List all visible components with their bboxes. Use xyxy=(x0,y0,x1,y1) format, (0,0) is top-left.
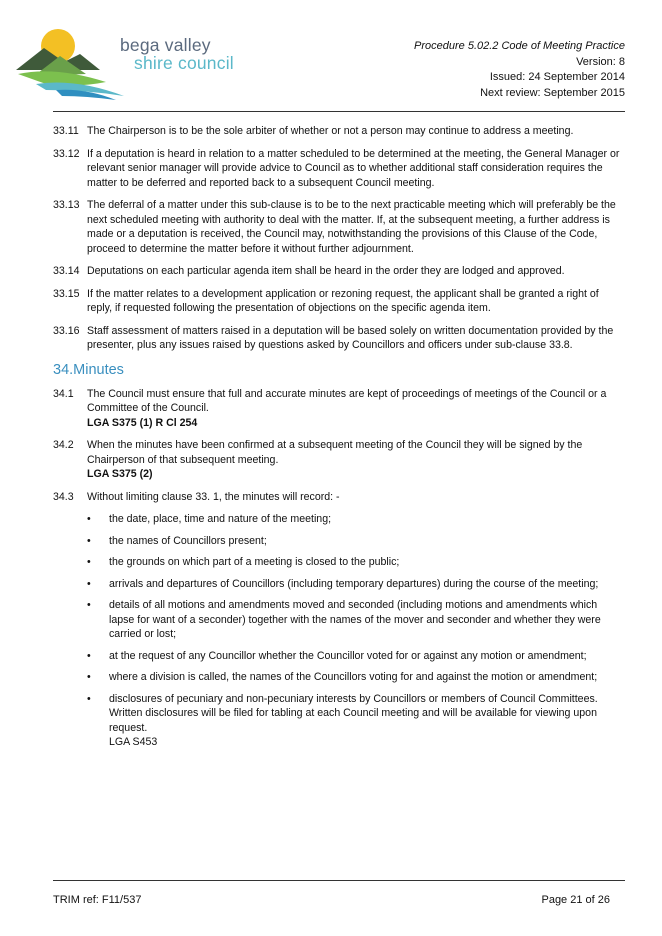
clause-number: 34.1 xyxy=(53,387,74,400)
list-item-text: where a division is called, the names of the Councillors voting for and against the motion or amendment; xyxy=(109,671,598,683)
list-item-text: disclosures of pecuniary and non-pecuniary interests by Councillors or members of Council Committees. Written disclosures will be filed for tabling at each Council meeting and will be available for viewing upon request. xyxy=(109,692,598,734)
list-item xyxy=(87,598,625,642)
list-item xyxy=(87,534,625,549)
list-item xyxy=(87,555,625,570)
clause-34-3 xyxy=(53,490,625,505)
clause-text: Staff assessment of matters raised in a deputation will be based solely on written documentation provided by the presenter, plus any issues raised by questions asked by Councillors and officers under sub-clause 33.8. xyxy=(87,324,614,351)
bullet-icon: • xyxy=(87,577,91,590)
clause-text: The deferral of a matter under this sub-clause is to be to the next practicable meeting which will preferably be the next scheduled meeting with authority to deal with the matter. If, at the subsequent meeting, a further address is made or a deputation is received, the Council may, notwithstanding the provisions of this Clause of the Code, proceed to determine the matter before it without further adjournment. xyxy=(87,199,616,255)
trim-reference: TRIM ref: F11/537 xyxy=(53,894,142,906)
clause-33-12 xyxy=(53,147,625,191)
list-item xyxy=(87,649,625,664)
clause-text: If the matter relates to a development application or rezoning request, the applicant shall be granted a right of reply, if requested following the presentation of objections on the specific agenda item. xyxy=(87,287,599,314)
clause-33-11 xyxy=(53,124,625,139)
minutes-record-list xyxy=(53,512,625,750)
page-header xyxy=(0,0,662,110)
clause-text: The Council must ensure that full and accurate minutes are kept of proceedings of meetings of the Council or a Committee of the Council. xyxy=(87,387,607,414)
list-item-text: the grounds on which part of a meeting is closed to the public; xyxy=(109,556,400,568)
page-body xyxy=(53,124,625,757)
list-item-text: the date, place, time and nature of the meeting; xyxy=(109,513,332,525)
bullet-icon: • xyxy=(87,534,91,547)
clause-33-16 xyxy=(53,324,625,353)
bullet-icon: • xyxy=(87,692,91,705)
list-item xyxy=(87,512,625,527)
clause-text: Without limiting clause 33. 1, the minutes will record: - xyxy=(87,490,340,503)
clause-number: 33.12 xyxy=(53,147,80,160)
clause-number: 33.16 xyxy=(53,324,80,337)
list-item-text: at the request of any Councillor whether the Councillor voted for or against any motion or amendment; xyxy=(109,649,587,662)
section-heading-minutes: 34.Minutes xyxy=(53,361,124,378)
list-item xyxy=(87,692,625,750)
document-meta xyxy=(414,39,625,101)
page-number: Page 21 of 26 xyxy=(541,894,610,906)
clause-number: 33.13 xyxy=(53,199,80,211)
legislation-reference: LGA S375 (1) R Cl 254 xyxy=(87,416,198,429)
list-item-text: arrivals and departures of Councillors (including temporary departures) during the course of the meeting; xyxy=(109,577,599,590)
clause-text: When the minutes have been confirmed at a subsequent meeting of the Council they will be signed by the Chairperson of that subsequent meeting. xyxy=(87,439,583,466)
clause-text: If a deputation is heard in relation to a matter scheduled to be determined at the meeting, the General Manager or relevant senior manager will provide advice to Council as to whether additional staff consideration requires the matter to be deferred and reported back to a subsequent Council meeting. xyxy=(87,147,620,189)
logo-text-line2: shire council xyxy=(134,53,234,73)
clause-number: 33.14 xyxy=(53,265,80,277)
footer-divider xyxy=(53,880,625,881)
bullet-icon: • xyxy=(87,671,91,683)
list-item xyxy=(87,670,625,685)
version-label: Version: 8 xyxy=(576,55,625,68)
clause-33-15 xyxy=(53,287,625,316)
bullet-icon: • xyxy=(87,556,91,568)
clause-text: The Chairperson is to be the sole arbiter of whether or not a person may continue to address a meeting. xyxy=(87,125,574,137)
list-item-text: the names of Councillors present; xyxy=(109,534,267,547)
clause-33-13 xyxy=(53,198,625,256)
list-item-text: details of all motions and amendments moved and seconded (including motions and amendments which lapse for want of a seconder) together with the names of the mover and seconder and whether they were carried or lost; xyxy=(109,599,601,640)
issued-date: Issued: 24 September 2014 xyxy=(489,71,625,83)
bullet-icon: • xyxy=(87,649,91,662)
legislation-reference: LGA S375 (2) xyxy=(87,468,153,480)
clause-34-2 xyxy=(53,438,625,482)
logo-mark-icon xyxy=(16,26,126,102)
clause-number: 34.3 xyxy=(53,490,74,503)
council-logo xyxy=(16,26,246,102)
procedure-title: Procedure 5.02.2 Code of Meeting Practice xyxy=(414,40,625,52)
clause-text: Deputations on each particular agenda item shall be heard in the order they are lodged and approved. xyxy=(87,265,565,277)
bullet-icon: • xyxy=(87,513,91,525)
list-item xyxy=(87,577,625,592)
clause-number: 33.11 xyxy=(53,125,79,137)
bullet-icon: • xyxy=(87,599,91,611)
legislation-reference: LGA S453 xyxy=(109,736,158,748)
next-review-date: Next review: September 2015 xyxy=(480,86,625,99)
clause-34-1 xyxy=(53,387,625,431)
clause-number: 33.15 xyxy=(53,287,80,300)
clause-33-14 xyxy=(53,264,625,279)
logo-text-line1: bega valley xyxy=(120,35,211,55)
header-divider xyxy=(53,111,625,112)
clause-number: 34.2 xyxy=(53,439,74,451)
